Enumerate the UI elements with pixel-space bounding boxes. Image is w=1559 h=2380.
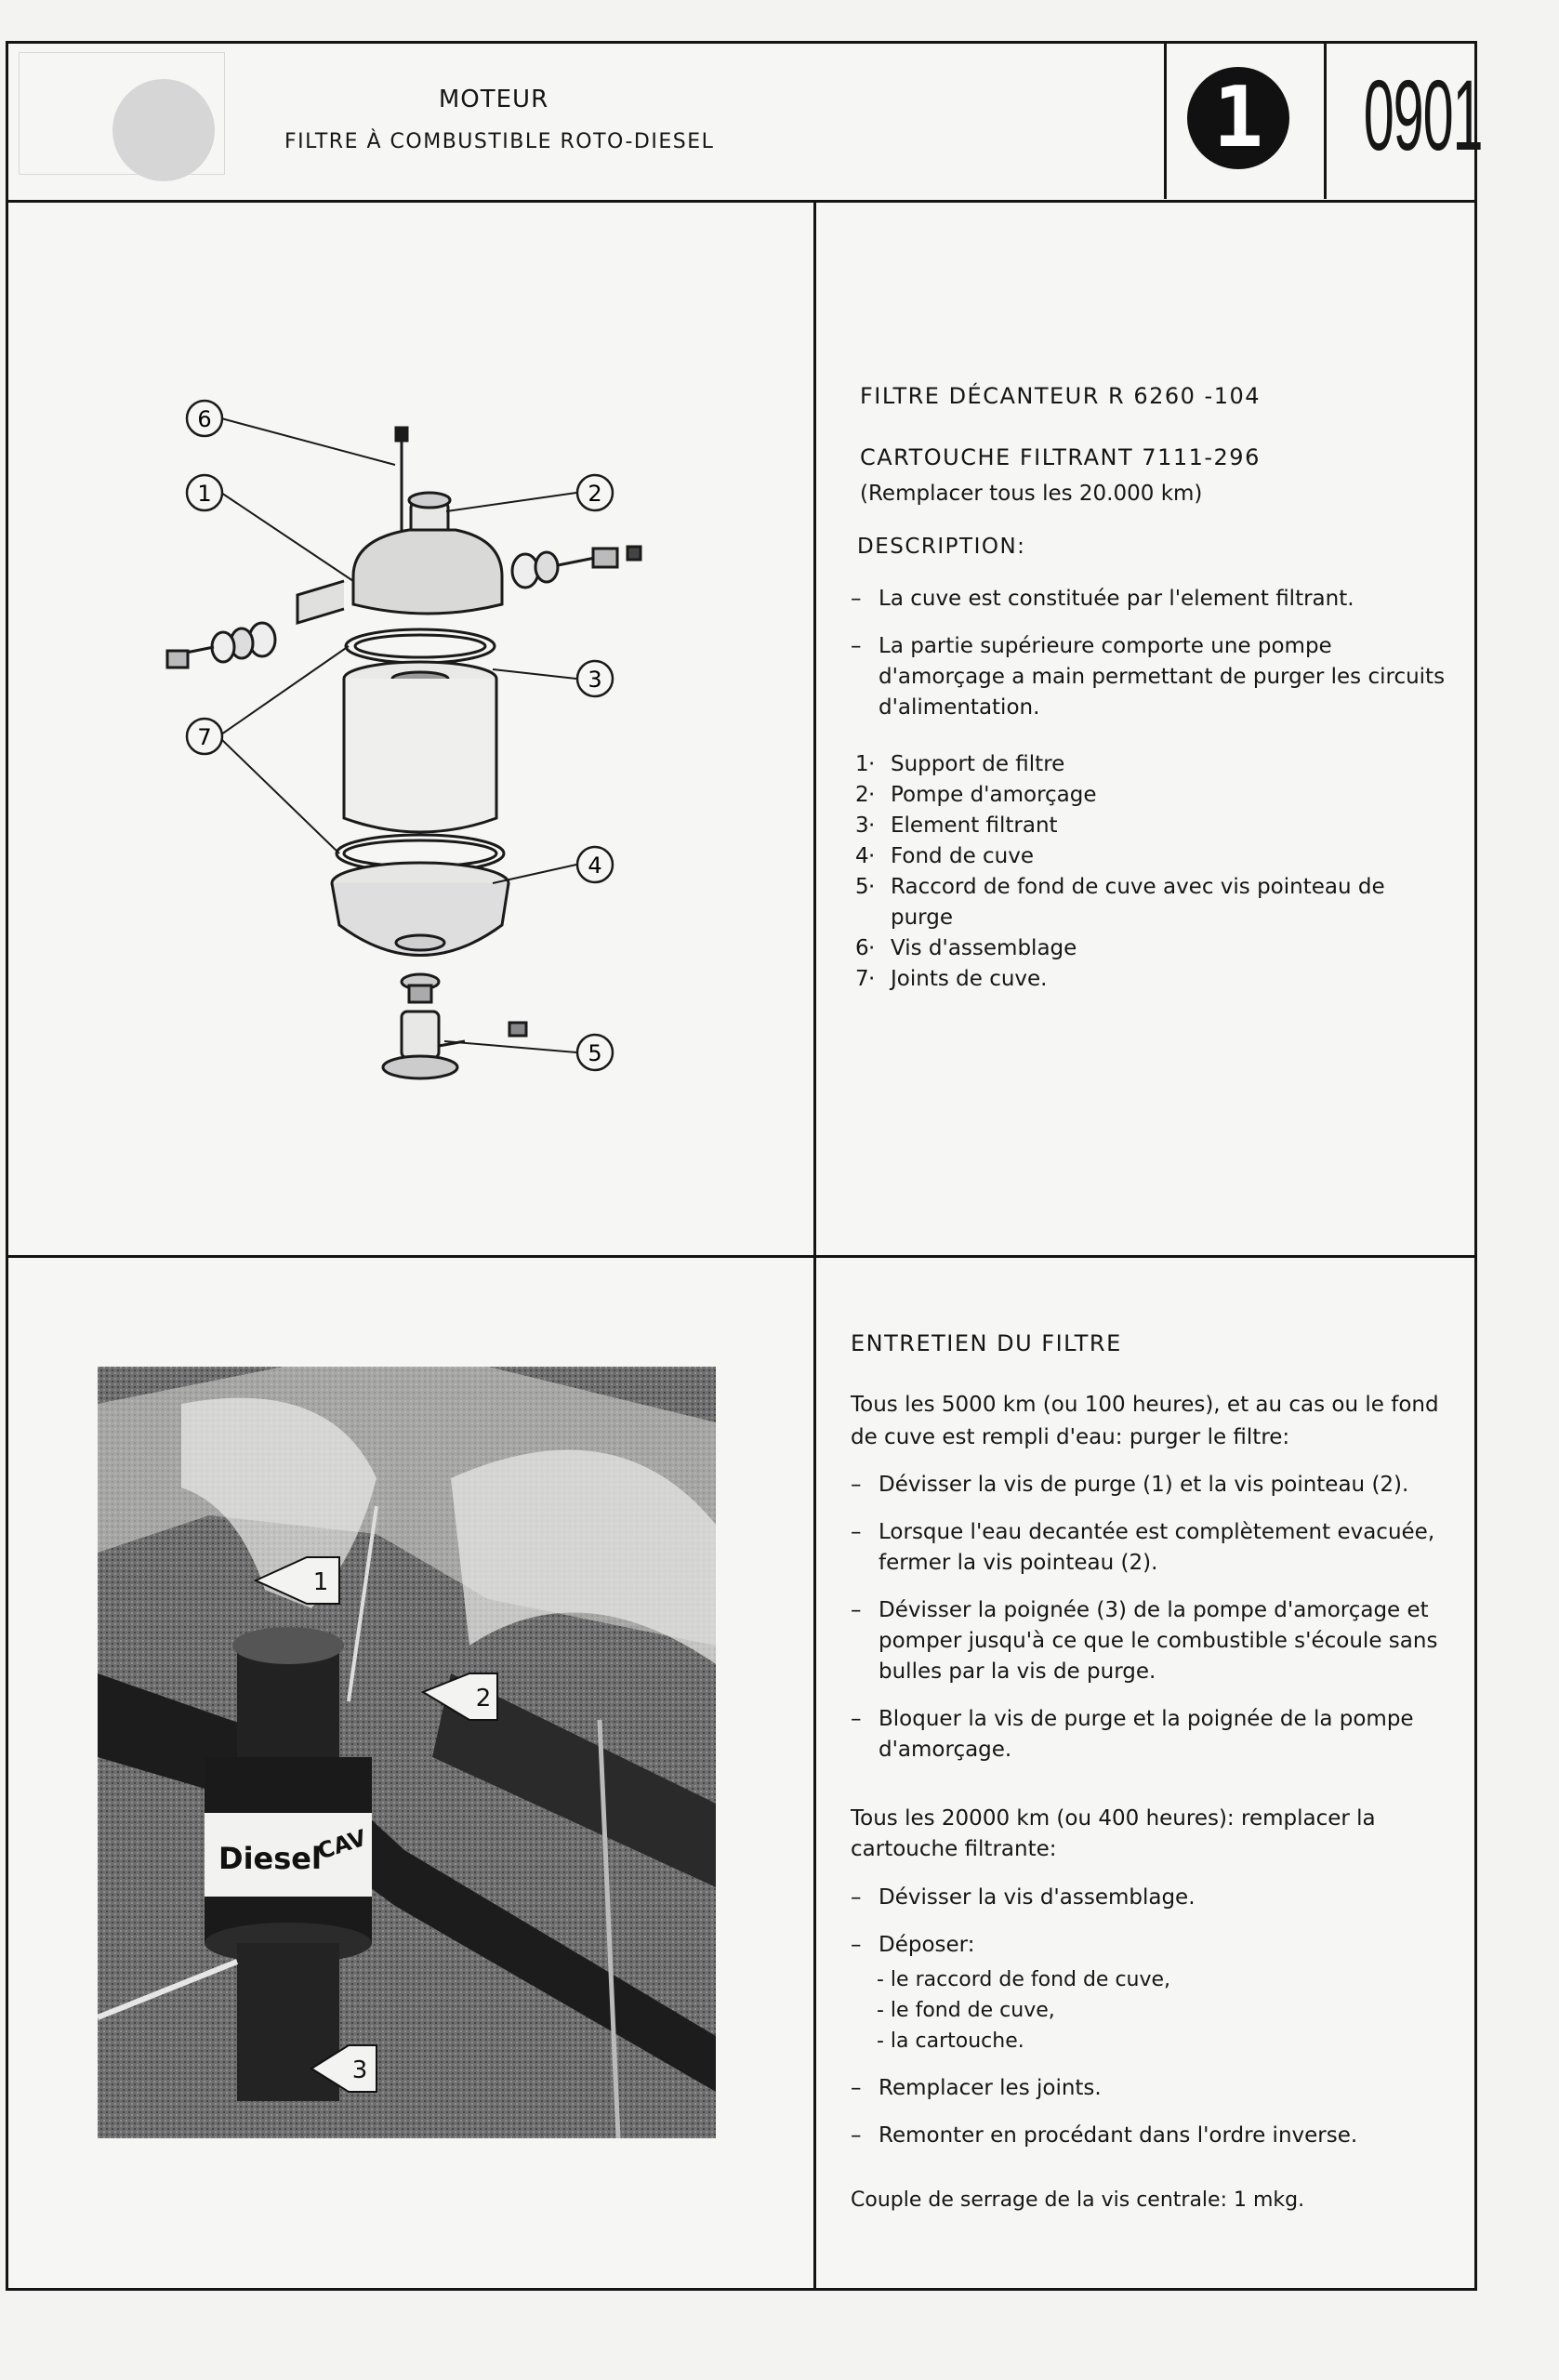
section-number-box <box>1164 41 1324 199</box>
row-divider <box>6 1255 1477 1258</box>
part-item-4: 4 · Fond de cuve <box>855 844 1035 868</box>
diagram-callout-7 <box>187 719 222 754</box>
header <box>6 41 1483 203</box>
diagram-callout-4 <box>577 847 613 882</box>
part-item-2: 2 · Pompe d'amorçage <box>855 783 1097 807</box>
replace-subitem: - la cartouche. <box>877 2030 1024 2053</box>
maintenance-photo <box>98 1367 716 2138</box>
filter-title: FILTRE DÉCANTEUR R 6260 -104 <box>860 383 1262 409</box>
svg-text:2: 2 <box>588 481 602 507</box>
svg-text:5: 5 <box>588 1040 602 1066</box>
svg-text:1: 1 <box>197 481 212 507</box>
faded-logo <box>112 79 215 181</box>
description-heading: DESCRIPTION: <box>857 535 1026 559</box>
part-item-6: 6 · Vis d'assemblage <box>855 936 1077 960</box>
maintenance-heading: ENTRETIEN DU FILTRE <box>851 1330 1122 1356</box>
section-number: 1 <box>1187 67 1289 169</box>
replace-subitem: - le raccord de fond de cuve, <box>877 1968 1171 1991</box>
svg-text:3: 3 <box>588 667 602 693</box>
purge-step: – Dévisser la vis de purge (1) et la vis pointeau (2). <box>851 1473 1409 1497</box>
svg-text:3: 3 <box>351 2056 368 2084</box>
photo-label-diesel: Diesel <box>218 1841 322 1876</box>
replace-step: – Déposer: <box>851 1933 975 1957</box>
description-bullet: – La cuve est constituée par l'element filtrant. <box>851 587 1354 611</box>
cartridge-title: CARTOUCHE FILTRANT 7111-296 <box>860 444 1261 470</box>
diagram-callout-1 <box>187 475 222 510</box>
replace-steps <box>851 1883 1455 2168</box>
maintenance-intro: Tous les 5000 km (ou 100 heures), et au cas ou le fond de cuve est rempli d'eau: purger le filtre: <box>851 1393 1439 1449</box>
part-item-5: 5 · Raccord de fond de cuve avec vis pointeau de purge <box>855 875 1385 930</box>
photo-label-cav: CAV <box>314 1824 370 1865</box>
svg-text:7: 7 <box>197 724 212 750</box>
svg-text:2: 2 <box>475 1685 492 1712</box>
part-item-1: 1 · Support de filtre <box>855 752 1065 776</box>
diagram-callout-5 <box>577 1035 613 1070</box>
part-item-7: 7 · Joints de cuve. <box>855 967 1048 991</box>
diagram-callout-6 <box>187 401 222 436</box>
diagram-callout-2 <box>577 475 613 510</box>
section-code-box <box>1324 41 1483 199</box>
torque-spec: Couple de serrage de la vis centrale: 1 mkg. <box>851 2188 1305 2212</box>
svg-text:6: 6 <box>197 406 212 432</box>
purge-steps <box>851 1470 1455 1782</box>
replace-step: – Remplacer les joints. <box>851 2076 1102 2100</box>
page-subtitle: FILTRE À COMBUSTIBLE ROTO-DIESEL <box>284 130 715 153</box>
purge-step: – Dévisser la poignée (3) de la pompe d'amorçage et pomper jusqu'à ce que le combustible s'écoule sans bulles par la vis de purge. <box>851 1598 1438 1684</box>
cartridge-note: (Remplacer tous les 20.000 km) <box>860 482 1203 506</box>
replace-step: – Remonter en procédant dans l'ordre inverse. <box>851 2123 1358 2148</box>
purge-step: – Lorsque l'eau decantée est complètement evacuée, fermer la vis pointeau (2). <box>851 1520 1435 1575</box>
replace-subitem: - le fond de cuve, <box>877 1999 1055 2022</box>
parts-list <box>855 749 1450 995</box>
description-bullets <box>851 584 1455 740</box>
part-item-3: 3 · Element filtrant <box>855 813 1058 838</box>
diagram-callout-3 <box>577 661 613 696</box>
section-code: 0901 <box>1363 59 1483 171</box>
purge-step: – Bloquer la vis de purge et la poignée de la pompe d'amorçage. <box>851 1707 1414 1762</box>
replace-step: – Dévisser la vis d'assemblage. <box>851 1885 1196 1910</box>
description-bullet: – La partie supérieure comporte une pompe d'amorçage a main permettant de purger les circuits d'alimentation. <box>851 634 1446 720</box>
faded-logo-box <box>19 52 225 175</box>
replace-intro: Tous les 20000 km (ou 400 heures): remplacer la cartouche filtrante: <box>851 1806 1376 1861</box>
page-title: MOTEUR <box>438 86 549 113</box>
column-divider <box>813 203 816 2289</box>
svg-text:1: 1 <box>312 1568 329 1596</box>
filter-exploded-diagram <box>158 390 707 1106</box>
svg-text:4: 4 <box>588 853 602 879</box>
photo-illustration <box>98 1367 716 2138</box>
